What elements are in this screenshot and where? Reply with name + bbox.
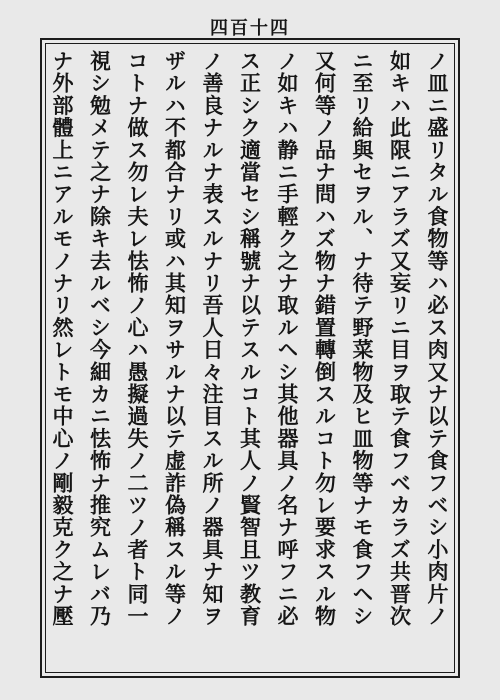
text-column: 又何等ノ品ナ問ハズ物ナ錯置轉倒スルコト勿レ要求スル物 bbox=[312, 50, 338, 628]
text-column: ノ如キハ静ニ手輕ク之ナ取ルヘシ其他器具ノ名ナ呼フニ必 bbox=[275, 50, 300, 628]
text-column: 視シ勉メテ之ナ除キ去ルベシ今細カニ怯怖ナ推究ムレバ乃 bbox=[87, 50, 113, 628]
text-frame bbox=[40, 38, 460, 678]
text-frame-inner-rule bbox=[45, 43, 455, 673]
text-column: ザルハ不都合ナリ或ハ其知ヲサルナ以テ虚詐偽稱スル等ノ bbox=[162, 50, 188, 628]
text-column: ノ皿ニ盛リタル食物等ハ必ス肉又ナ以テ食フベシ小肉片ノ bbox=[425, 50, 450, 628]
text-columns bbox=[52, 50, 448, 666]
text-column: コトナ做ス勿レ夫レ怯怖ノ心ハ愚擬過失ノ二ツノ者ト同一 bbox=[125, 50, 150, 628]
text-column: ナ外部體上ニアルモノナリ然レトモ中心ノ剛毅克ク之ナ壓 bbox=[50, 50, 75, 628]
page-number: 四百十四 bbox=[210, 18, 290, 39]
text-column: ス正シク適當セシ稱號ナ以テスルコト其人ノ賢智且ツ教育 bbox=[237, 50, 263, 628]
text-column: ニ至リ給與セヲル、ナ待テ野菜物及ヒ皿物等ナモ食フヘシ bbox=[350, 50, 375, 628]
text-column: 如キハ此限ニアラズ又妄リニ目ヲ取テ食フベカラズ共晋次 bbox=[387, 50, 413, 628]
text-column: ノ善良ナルナ表スルナリ吾人日々注目スル所ノ器具ナ知ヲ bbox=[200, 50, 225, 628]
